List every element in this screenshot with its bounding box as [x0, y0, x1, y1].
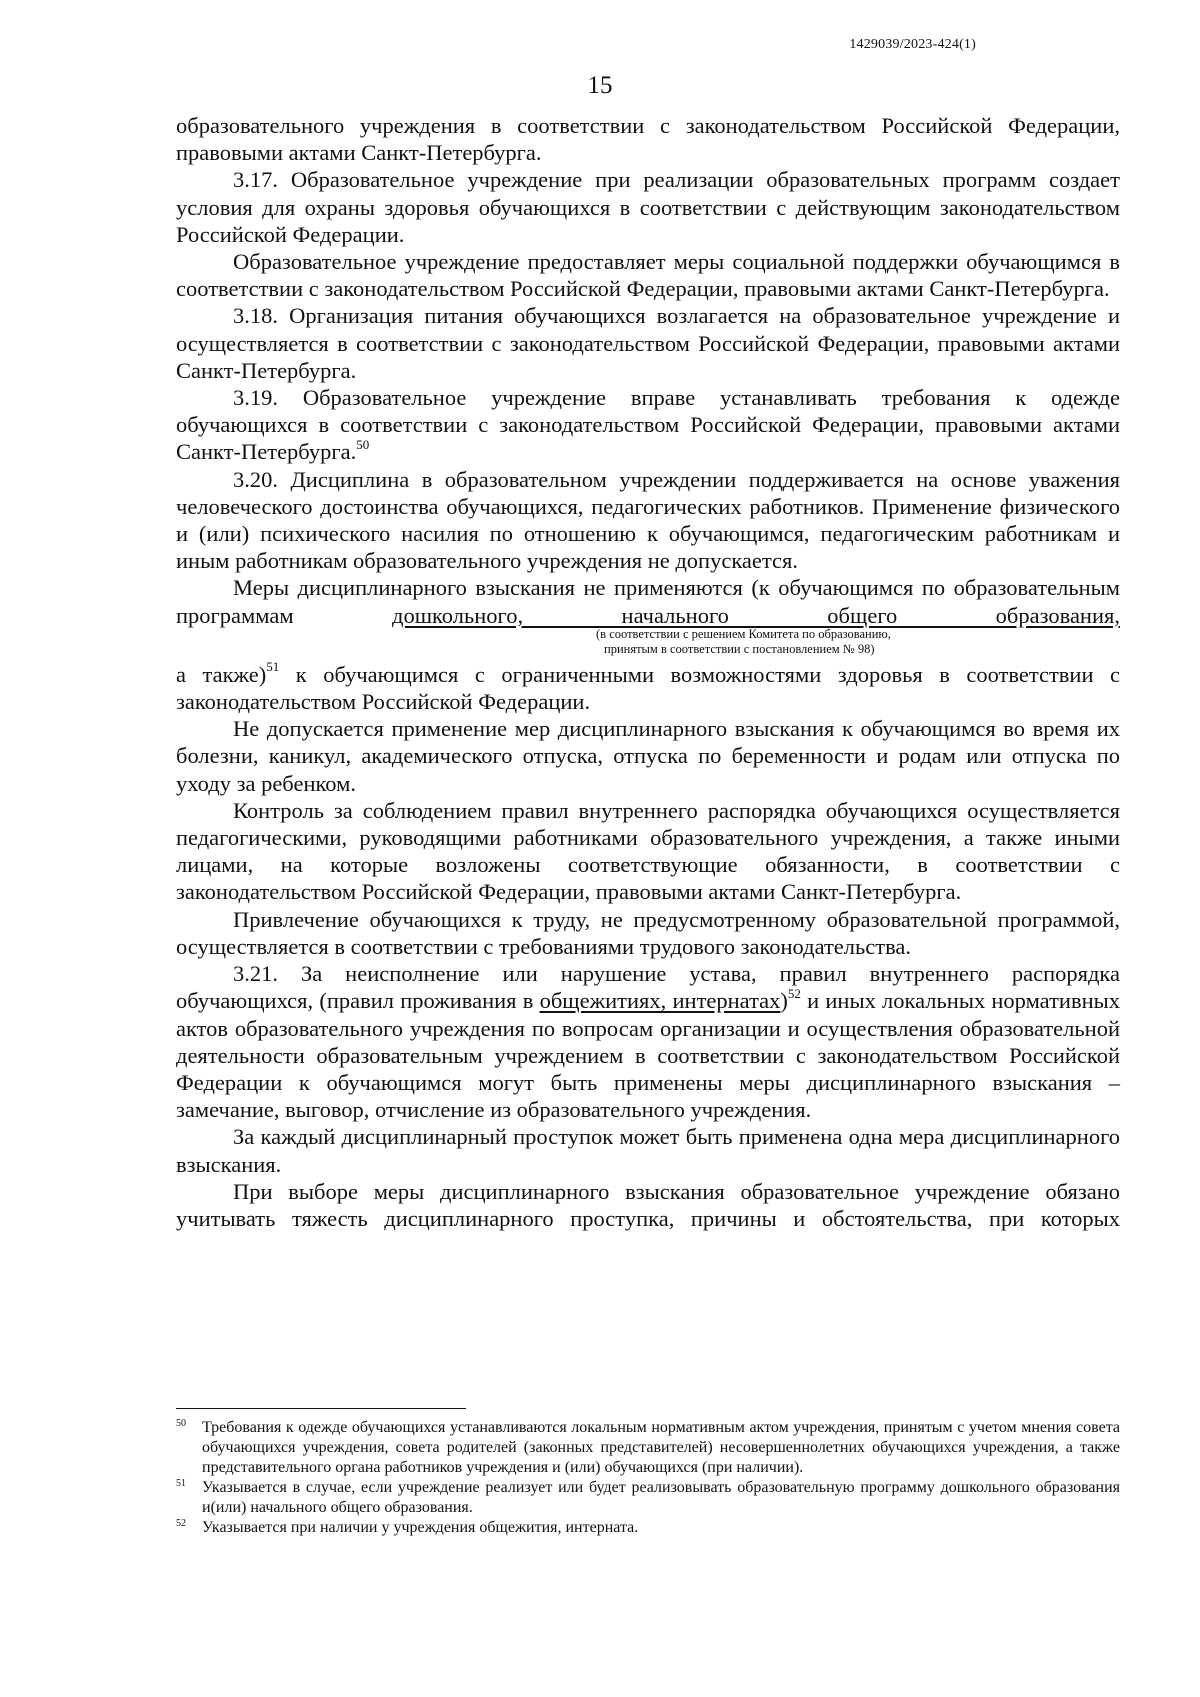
paragraph-3-21: [176, 960, 1120, 1123]
document-id: 1429039/2023-424(1): [849, 37, 976, 52]
footnotes: [176, 1418, 1120, 1538]
footnote-text: Требования к одежде обучающихся устанавливаются локальным нормативным актом учреждения, принятым с учетом мнения совета обучающихся учреждения, совета родителей (законных представителей) несовершеннолетних обучающихся учреждения, а также представительного органа работников учреждения и (или) обучающихся (при наличии).: [202, 1419, 1120, 1476]
document-body: [176, 112, 1120, 1232]
footnote-ref-50[interactable]: 50: [356, 436, 370, 452]
paragraph-3-17: 3.17. Образовательное учреждение при реализации образовательных программ создает условия для охраны здоровья обучающихся в соответствии с действующим законодательством Российской Федерации.: [176, 167, 1120, 247]
paragraph-3-20: 3.20. Дисциплина в образовательном учреждении поддерживается на основе уважения человеческого достоинства обучающихся, педагогических работников. Применение физического и (или) психического насилия по отношению к обучающимся, педагогическим работникам и иным работникам образовательного учреждения не допускается.: [176, 466, 1120, 574]
paragraph-text: 3.19. Образовательное учреждение вправе устанавливать требования к одежде обучающихся в соответствии с законодательством Российской Федерации, правовыми актами Санкт-Петербурга.: [176, 385, 1120, 465]
footnote-ref-51[interactable]: 51: [266, 659, 280, 675]
page-number: 15: [587, 72, 613, 99]
paragraph: Образовательное учреждение предоставляет меры социальной поддержки обучающимся в соответствии с законодательством Российской Федерации, правовыми актами Санкт-Петербурга.: [176, 249, 1120, 302]
paragraph: За каждый дисциплинарный проступок может быть применена одна мера дисциплинарного взыскания.: [176, 1124, 1120, 1177]
footnote-51: [176, 1478, 1120, 1518]
footnote-text: Указывается при наличии у учреждения общежития, интерната.: [202, 1519, 639, 1536]
amendment-note: [176, 627, 1120, 657]
paragraph-3-19: [176, 384, 1120, 466]
amended-text: дошкольного, начального общего образования,: [392, 602, 1120, 628]
paragraph-text: Меры дисциплинарного взыскания не применяются (к обучающимся по образовательным программам: [176, 575, 1120, 628]
footnote-divider: [176, 1408, 466, 1409]
paragraph: Контроль за соблюдением правил внутреннего распорядка обучающихся осуществляется педагогическими, руководящими работниками образовательного учреждения, а также иными лицами, на которые возложены соответствующие обязанности, в соответствии с законодательством Российской Федерации, правовыми актами Санкт-Петербурга.: [176, 797, 1120, 905]
amended-text: общежитиях, интернатах: [539, 988, 781, 1014]
footnote-ref-52[interactable]: 52: [787, 985, 801, 1001]
paragraph-text: 3.21. За неисполнение или нарушение устава, правил внутреннего распорядка обучающихся, (правил проживания в: [176, 961, 1120, 1014]
footnote-50: [176, 1418, 1120, 1478]
paragraph-continuation: [176, 661, 1120, 715]
paragraph-3-18: 3.18. Организация питания обучающихся возлагается на образовательное учреждение и осуществляется в соответствии с законодательством Российской Федерации, правовыми актами Санкт-Петербурга.: [176, 303, 1120, 383]
footnote-number: 51: [176, 1478, 186, 1489]
paragraph: образовательного учреждения в соответствии с законодательством Российской Федерации, правовыми актами Санкт-Петербурга.: [176, 113, 1120, 166]
paragraph-text: а также): [176, 661, 267, 687]
paragraph-text: и иных локальных нормативных актов образовательного учреждения по вопросам организации и осуществления образовательной деятельности образовательным учреждением в соответствии с законодательством Российской Федерации к обучающимся могут быть применены меры дисциплинарного взыскания – замечание, выговор, отчисление из образовательного учреждения.: [176, 988, 1120, 1123]
footnote-52: [176, 1518, 1120, 1538]
paragraph-disciplinary-measures: [176, 574, 1120, 628]
amendment-note-line: принятым в соответствии с постановлением № 98): [604, 641, 875, 656]
footnote-text: Указывается в случае, если учреждение реализует или будет реализовывать образовательную программу дошкольного образования и(или) начального общего образования.: [202, 1479, 1120, 1516]
paragraph: Привлечение обучающихся к труду, не предусмотренному образовательной программой, осуществляется в соответствии с требованиями трудового законодательства.: [176, 906, 1120, 959]
amendment-note-line: (в соответствии с решением Комитета по образованию,: [596, 626, 891, 641]
paragraph: При выборе меры дисциплинарного взыскания образовательное учреждение обязано учитывать тяжесть дисциплинарного проступка, причины и обстоятельства, при которых: [176, 1178, 1120, 1231]
paragraph: Не допускается применение мер дисциплинарного взыскания к обучающимся во время их болезни, каникул, академического отпуска, отпуска по беременности и родам или отпуска по уходу за ребенком.: [176, 716, 1120, 796]
footnote-number: 52: [176, 1518, 186, 1529]
paragraph-text: к обучающимся с ограниченными возможностями здоровья в соответствии с законодательством Российской Федерации.: [176, 661, 1120, 715]
footnote-number: 50: [176, 1418, 186, 1429]
paragraph-text: ): [780, 988, 788, 1014]
